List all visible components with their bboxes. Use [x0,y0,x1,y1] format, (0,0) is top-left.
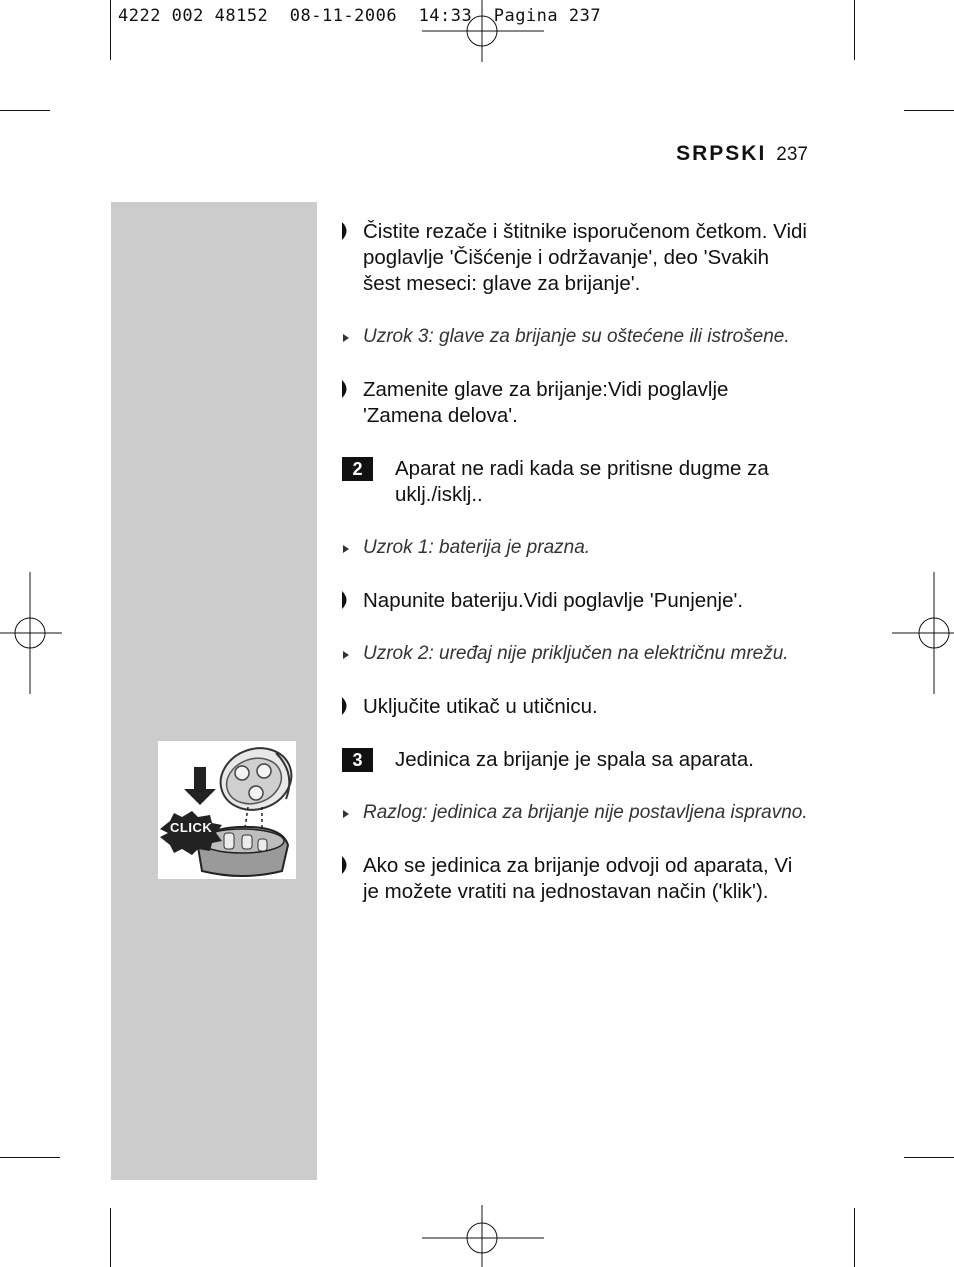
language-title: SRPSKI [676,142,767,165]
bullet-icon [342,697,350,715]
bullet-icon [342,856,350,874]
crop-mark [854,1208,855,1267]
triangle-icon [343,651,349,659]
action-item [342,588,812,614]
action-item [342,853,812,905]
cause-item [342,800,812,826]
action-item [342,219,812,297]
crop-mark [904,110,954,111]
registration-mark-top [422,0,544,62]
problem-text: Jedinica za brijanje je spala sa aparata. [395,748,754,771]
registration-mark-left [0,572,62,694]
page-number: 237 [776,144,808,165]
crop-mark [110,1208,111,1267]
crop-mark [110,0,111,60]
action-text: Napunite bateriju.Vidi poglavlje 'Punjenje'. [363,589,744,612]
triangle-icon [343,545,349,553]
action-text: Čistite rezače i štitnike isporučenom četkom. Vidi poglavlje 'Čišćenje i održavanje', deo 'Svakih šest meseci: glave za brijanje'. [363,220,807,295]
action-text: Zamenite glave za brijanje:Vidi poglavlje 'Zamena delova'. [363,378,729,427]
action-text: Uključite utikač u utičnicu. [363,695,598,718]
problem-number-badge: 2 [342,457,373,481]
bullet-icon [342,222,350,240]
callout-pointer [296,741,317,775]
problem-heading [342,747,812,773]
cause-text: Uzrok 3: glave za brijanje su oštećene ili istrošene. [363,326,790,347]
crop-mark [854,0,855,60]
problem-number-badge: 3 [342,748,373,772]
cause-item [342,535,812,561]
triangle-icon [343,334,349,342]
registration-mark-bottom [422,1205,544,1267]
registration-mark-right [892,572,954,694]
triangle-icon [343,810,349,818]
problem-text: Aparat ne radi kada se pritisne dugme za uklj./isklj.. [395,457,769,506]
action-item [342,694,812,720]
cause-text: Uzrok 2: uređaj nije priključen na električnu mrežu. [363,643,789,664]
shaver-illustration [158,741,296,879]
bullet-icon [342,591,350,609]
print-slug: 4222 002 48152 08-11-2006 14:33 Pagina 237 [118,6,602,26]
click-label: CLICK [170,820,213,835]
crop-mark [0,110,50,111]
action-text: Ako se jedinica za brijanje odvoji od aparata, Vi je možete vratiti na jednostavan način ('klik'). [363,854,793,903]
problem-heading [342,456,812,508]
cause-item [342,641,812,667]
crop-mark [904,1157,954,1158]
action-item [342,377,812,429]
sidebar-panel [111,202,317,1180]
troubleshooting-content [342,219,812,905]
bullet-icon [342,380,350,398]
cause-text: Razlog: jedinica za brijanje nije postavljena ispravno. [363,802,808,823]
crop-mark [0,1157,60,1158]
cause-item [342,324,812,350]
page-header [676,142,808,166]
cause-text: Uzrok 1: baterija je prazna. [363,537,591,558]
